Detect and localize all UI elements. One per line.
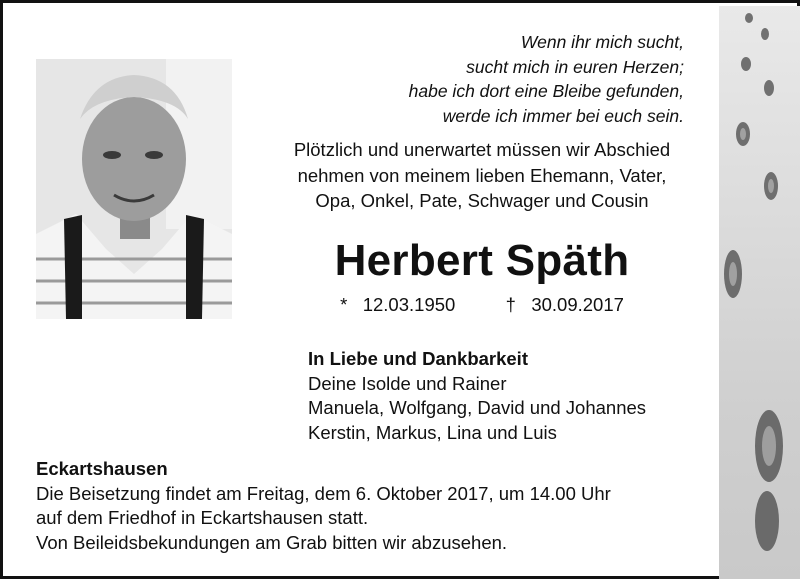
announcement-line: nehmen von meinem lieben Ehemann, Vater,	[297, 164, 667, 186]
footprints-icon	[719, 6, 800, 579]
place-heading: Eckartshausen	[36, 458, 168, 479]
announcement-text	[245, 137, 719, 214]
poem	[324, 30, 684, 128]
birth-symbol: *	[340, 294, 348, 315]
poem-line: sucht mich in euren Herzen;	[466, 56, 684, 77]
funeral-line: Die Beisetzung findet am Freitag, dem 6. Oktober 2017, um 14.00 Uhr	[36, 482, 611, 504]
deceased-name: Herbert Späth	[334, 236, 630, 285]
death-symbol: †	[505, 294, 516, 315]
announcement-line: Opa, Onkel, Pate, Schwager und Cousin	[315, 190, 649, 211]
announcement-line: Plötzlich und unerwartet müssen wir Abschied	[293, 139, 671, 160]
poem-line: habe ich dort eine Bleibe gefunden,	[408, 81, 684, 101]
life-dates	[245, 293, 719, 317]
family-line: Manuela, Wolfgang, David und Johannes	[308, 397, 647, 418]
family-line: Deine Isolde und Rainer	[308, 372, 507, 394]
portrait-photo	[36, 59, 232, 319]
poem-line: Wenn ihr mich sucht,	[520, 32, 684, 52]
funeral-information	[36, 457, 611, 555]
footprints-in-sand-image	[719, 6, 800, 579]
funeral-line: Von Beileidsbekundungen am Grab bitten wir abzusehen.	[36, 531, 508, 553]
death-date: 30.09.2017	[531, 294, 624, 315]
family-heading: In Liebe und Dankbarkeit	[308, 348, 528, 369]
family-signature	[308, 347, 646, 445]
family-line: Kerstin, Markus, Lina und Luis	[308, 421, 557, 443]
poem-line: werde ich immer bei euch sein.	[442, 105, 684, 126]
funeral-line: auf dem Friedhof in Eckartshausen statt.	[36, 507, 369, 528]
birth-date: 12.03.1950	[362, 294, 456, 315]
